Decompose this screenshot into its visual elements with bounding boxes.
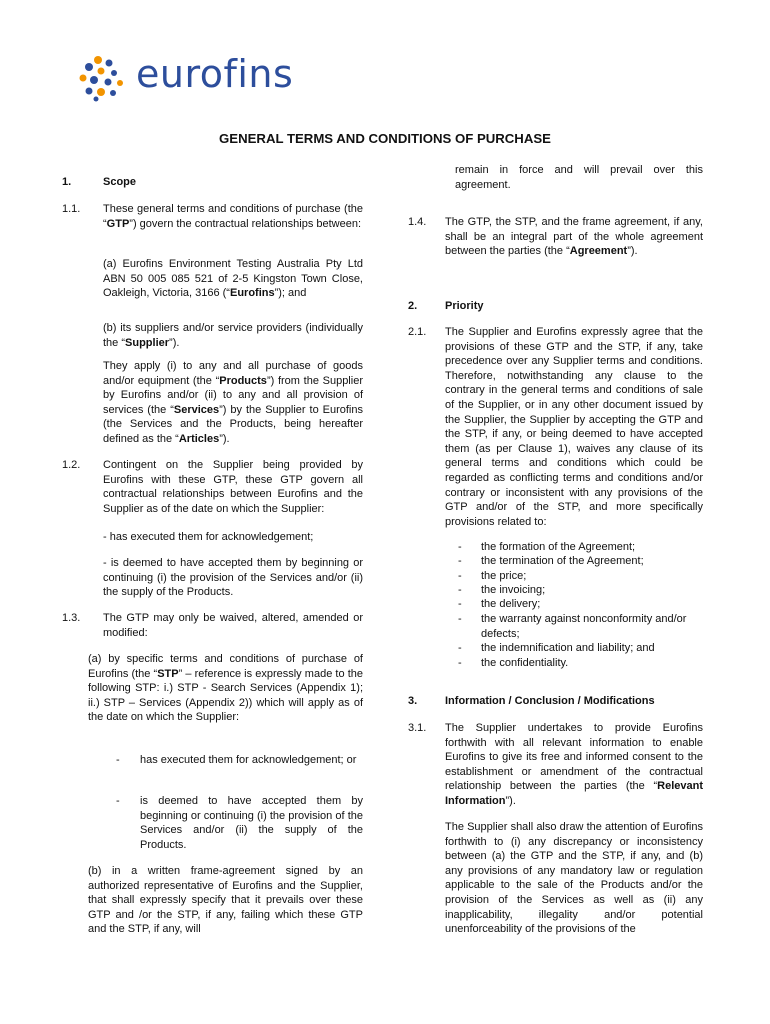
- clause-1-2-text: Contingent on the Supplier being provided by Eurofins with these GTP, these GTP govern all contractual relationships between Eurofins and the Supplier as of the date on which the Supplier:: [103, 459, 363, 515]
- section-2-number: 2.: [408, 300, 418, 312]
- clause-1-4-number: 1.4.: [408, 216, 427, 228]
- clause-2-1-text: The Supplier and Eurofins expressly agree that the provisions of these GTP and the STP, if any, take precedence over any Supplier terms and conditions. Therefore, notwithstanding any clause to the contrary in the general terms and conditions of sale of the Supplier, or in any other document issued by the Supplier, the Supplier by accepting the GTP and the STP, if any, or being deemed to have accepted them (as per Clause 1), waives any clause of its general terms and conditions which could be regarded as conflicting terms and conditions and/or contrary or inconsistent with any provisions of the GTP and/or of the STP, and more specifically provisions related to:: [445, 326, 703, 528]
- list-dash: -: [458, 555, 462, 567]
- clause-1-1-number: 1.1.: [62, 203, 81, 215]
- clause-1-3-a-dash-2: is deemed to have accepted them by beginning or continuing (i) the provision of the Services and/or (ii) the supply of the Products.: [140, 795, 363, 851]
- clause-1-3-b: (b) in a written frame-agreement signed by an authorized representative of Eurofins and the Supplier, that shall expressly specify that it prevails over these GTP and /or the STP, if any, failing which these GTP and the STP, if any, will: [88, 865, 363, 936]
- list-item: the warranty against nonconformity and/or defects;: [481, 613, 687, 640]
- section-3-number: 3.: [408, 695, 418, 707]
- list-dash: -: [458, 642, 462, 654]
- list-item: the invoicing;: [481, 584, 546, 596]
- clause-1-3-number: 1.3.: [62, 612, 81, 624]
- clause-1-1-b: (b) its suppliers and/or service providers (individually the “Supplier”).: [103, 322, 363, 349]
- clause-1-3-text: The GTP may only be waived, altered, amended or modified:: [103, 612, 363, 639]
- clause-3-1-number: 3.1.: [408, 722, 427, 734]
- clause-1-3-a-dash-1: has executed them for acknowledgement; or: [140, 754, 357, 766]
- document-title: GENERAL TERMS AND CONDITIONS OF PURCHASE: [219, 131, 551, 146]
- eurofins-dots-icon: [78, 54, 134, 102]
- clause-1-3-a: (a) by specific terms and conditions of purchase of Eurofins (the “STP” – reference is expressly made to the following STP: i.) STP - Search Services (Appendix 1); ii.) STP – Services (Appendix 2)) which will apply as of the date on which the Supplier:: [88, 653, 363, 724]
- list-dash: -: [458, 584, 462, 596]
- clause-1-3-continued: remain in force and will prevail over this agreement.: [455, 164, 703, 191]
- eurofins-logo: [78, 54, 318, 102]
- list-dash: -: [458, 541, 462, 553]
- list-item: the termination of the Agreement;: [481, 555, 644, 567]
- clause-3-1-text: The Supplier undertakes to provide Eurofins forthwith with all relevant information to enable Eurofins to give its free and informed consent to the establishment or amendment of the contractual relationship between the parties (the “Relevant Information”).: [445, 722, 703, 807]
- clause-1-2-number: 1.2.: [62, 459, 81, 471]
- list-item: the formation of the Agreement;: [481, 541, 636, 553]
- list-dash: -: [458, 570, 462, 582]
- section-1-heading: Scope: [103, 176, 137, 188]
- clause-1-2-dash-2: - is deemed to have accepted them by beginning or continuing (i) the provision of the Services and/or (ii) the supply of the Products.: [103, 557, 363, 599]
- clause-2-1-number: 2.1.: [408, 326, 427, 338]
- dash-marker: -: [116, 795, 120, 807]
- clause-1-1-text: These general terms and conditions of purchase (the “GTP”) govern the contractual relationships between:: [103, 203, 363, 230]
- section-2-heading: Priority: [445, 300, 484, 312]
- list-item: the price;: [481, 570, 527, 582]
- section-3-heading: Information / Conclusion / Modifications: [445, 695, 655, 707]
- clause-1-4-text: The GTP, the STP, and the frame agreement, if any, shall be an integral part of the whole agreement between the parties (the “Agreement”).: [445, 216, 703, 258]
- list-item: the delivery;: [481, 598, 541, 610]
- list-dash: -: [458, 598, 462, 610]
- list-dash: -: [458, 657, 462, 669]
- brand-name: eurofins: [136, 52, 294, 96]
- clause-1-2-dash-1: - has executed them for acknowledgement;: [103, 531, 314, 543]
- dash-marker: -: [116, 754, 120, 766]
- clause-1-1-a: (a) Eurofins Environment Testing Australia Pty Ltd ABN 50 005 085 521 of 2-5 Kingston Town Close, Oakleigh, Victoria, 3166 (“Eurofins”); and: [103, 258, 363, 300]
- list-item: the indemnification and liability; and: [481, 642, 655, 654]
- section-1-number: 1.: [62, 176, 72, 188]
- clause-3-1-text-2: The Supplier shall also draw the attention of Eurofins forthwith to (i) any discrepancy or inconsistency between (a) the GTP and the STP, if any, and (b) any provisions of any mandatory law or regulation applicable to the sale of the Products and/or the provision of the Services as well as (ii) any inapplicability, illegality and/or potential unenforceability of the provisions of the: [445, 821, 703, 936]
- list-dash: -: [458, 613, 462, 625]
- clause-1-1-apply: They apply (i) to any and all purchase of goods and/or equipment (the “Products”) from the Supplier by Eurofins and/or (ii) to any and all provision of services (the “Services”) by the Supplier to Eurofins (the Services and the Products, being hereafter defined as the “Articles”).: [103, 360, 363, 445]
- list-item: the confidentiality.: [481, 657, 569, 669]
